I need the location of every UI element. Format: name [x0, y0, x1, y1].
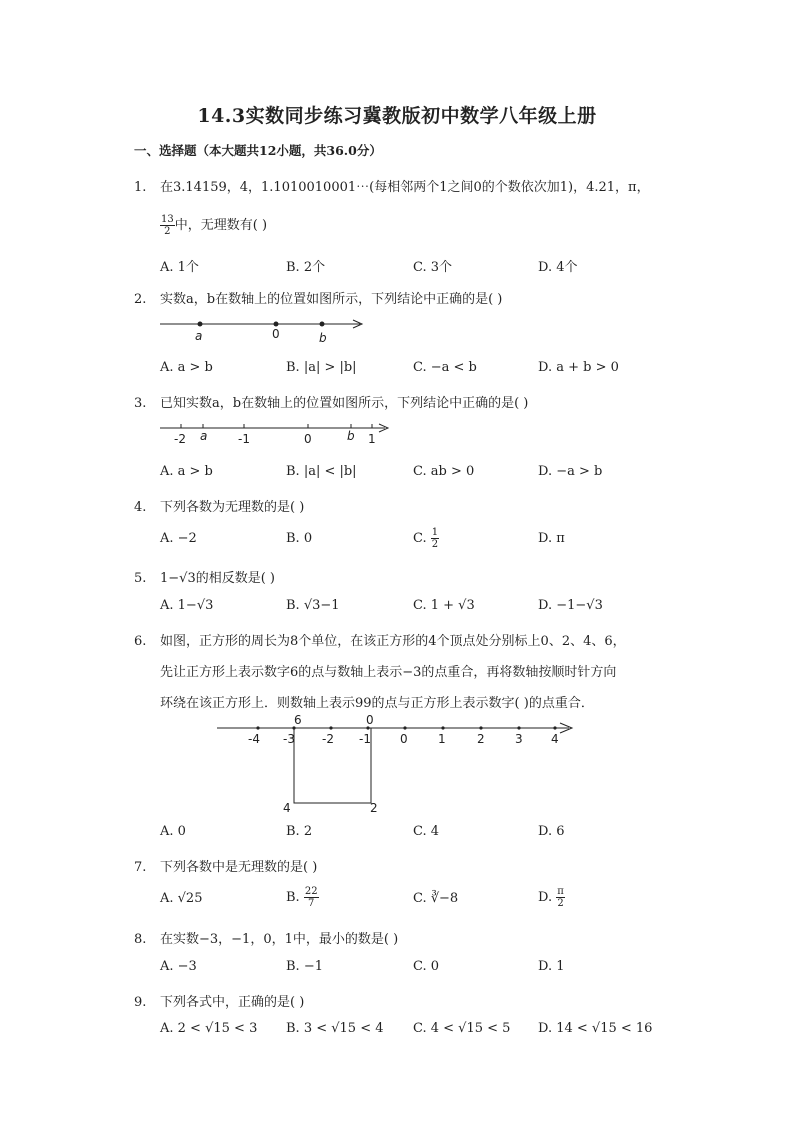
- tick-label: 1: [438, 732, 446, 746]
- question-7: [134, 856, 317, 875]
- question-number: 2.: [134, 292, 147, 307]
- fraction: $\frac{1}{2}$: [431, 527, 439, 550]
- square-vertex-label: 2: [370, 801, 378, 815]
- option-c[interactable]: C. 3个: [413, 260, 453, 275]
- option-c[interactable]: C. $\frac{1}{2}$: [413, 527, 439, 550]
- question-number: 7.: [134, 860, 147, 875]
- question-3: [134, 392, 528, 411]
- section-heading: 一、选择题（本大题共12小题，共36.0分）: [134, 143, 382, 158]
- page-title: 14.3实数同步练习冀教版初中数学八年级上册: [197, 105, 597, 127]
- option-b[interactable]: B. −1: [286, 959, 323, 974]
- option-b[interactable]: B. |a| < |b|: [286, 464, 357, 479]
- question-number: 5.: [134, 571, 147, 586]
- question-text: 下列各数中是无理数的是( ): [160, 860, 318, 875]
- axis-label-0: 0: [272, 327, 280, 341]
- axis-label-b: b: [347, 429, 355, 443]
- option-d[interactable]: D. $\frac{\pi}{2}$: [538, 886, 564, 909]
- question-number: 1.: [134, 180, 147, 195]
- tick-label: 3: [515, 732, 523, 746]
- fraction: $\frac{\pi}{2}$: [557, 886, 564, 909]
- option-b[interactable]: B. $\frac{22}{7}$: [286, 886, 318, 909]
- square-vertex-label: 4: [283, 801, 291, 815]
- option-b[interactable]: B. |a| > |b|: [286, 360, 357, 375]
- fraction: $\frac{22}{7}$: [304, 886, 318, 909]
- question-number: 6.: [134, 634, 147, 649]
- option-d[interactable]: D. 4个: [538, 260, 578, 275]
- option-a[interactable]: A. 1−√3: [160, 598, 214, 613]
- question-4: [134, 496, 304, 515]
- tick-label: 2: [477, 732, 485, 746]
- option-c[interactable]: C. 4 < √15 < 5: [413, 1021, 511, 1036]
- math-expression: 1−√3: [160, 571, 196, 586]
- axis-label-1: 1: [368, 432, 376, 446]
- question-text: 在实数−3，−1，0，1中，最小的数是( ): [160, 932, 399, 947]
- option-b[interactable]: B. 0: [286, 531, 313, 546]
- number-line-figure-3: [155, 418, 395, 448]
- option-d[interactable]: D. 1: [538, 959, 565, 974]
- option-d[interactable]: D. 14 < √15 < 16: [538, 1021, 653, 1036]
- tick-label: -2: [322, 732, 334, 746]
- question-5: [134, 567, 275, 586]
- question-number: 9.: [134, 995, 147, 1010]
- option-b[interactable]: B. √3−1: [286, 598, 340, 613]
- number-line-square-figure: [215, 712, 580, 820]
- option-a[interactable]: A. −2: [160, 531, 197, 546]
- question-number: 4.: [134, 500, 147, 515]
- question-9: [134, 991, 304, 1010]
- option-d[interactable]: D. −1−√3: [538, 598, 603, 613]
- option-c[interactable]: C. −a < b: [413, 360, 477, 375]
- question-6-line-2: 先让正方形上表示数字6的点与数轴上表示−3的点重合，再将数轴按顺时针方向: [160, 665, 617, 680]
- tick-label: -1: [359, 732, 371, 746]
- question-1-continuation: [160, 214, 267, 237]
- question-number: 8.: [134, 932, 147, 947]
- question-1: [134, 176, 650, 195]
- question-2: [134, 288, 502, 307]
- tick-label: -4: [248, 732, 260, 746]
- question-text: 下列各数为无理数的是( ): [160, 500, 305, 515]
- question-6-line-3: 环绕在该正方形上．则数轴上表示99的点与正方形上表示数字( )的点重合．: [160, 696, 594, 711]
- question-text: 的相反数是( ): [195, 571, 275, 586]
- axis-label-a: a: [195, 329, 203, 343]
- option-a[interactable]: A. 2 < √15 < 3: [160, 1021, 258, 1036]
- square-vertex-label: 0: [366, 713, 374, 727]
- axis-label-b: b: [319, 331, 327, 345]
- option-c[interactable]: C. 1 + √3: [413, 598, 475, 613]
- question-text: 下列各式中，正确的是( ): [160, 995, 305, 1010]
- question-text: 在3.14159，4，1.1010010001⋯(每相邻两个1之间0的个数依次加1)，4.21，π，: [160, 180, 650, 195]
- option-a[interactable]: A. a > b: [160, 360, 213, 375]
- tick-label: -3: [283, 732, 295, 746]
- option-b[interactable]: B. 2个: [286, 260, 326, 275]
- square-vertex-label: 6: [294, 713, 302, 727]
- option-d[interactable]: D. a + b > 0: [538, 360, 619, 375]
- question-8: [134, 928, 398, 947]
- option-c[interactable]: C. 0: [413, 959, 440, 974]
- question-text: 已知实数a，b在数轴上的位置如图所示，下列结论中正确的是( ): [160, 396, 529, 411]
- axis-label-a: a: [200, 429, 208, 443]
- number-line-figure-2: [155, 312, 375, 348]
- option-d[interactable]: D. 6: [538, 824, 565, 839]
- option-c[interactable]: C. 4: [413, 824, 440, 839]
- option-a[interactable]: A. a > b: [160, 464, 213, 479]
- option-a[interactable]: A. 1个: [160, 260, 199, 275]
- option-d[interactable]: D. π: [538, 531, 565, 546]
- option-c[interactable]: C. ab > 0: [413, 464, 475, 479]
- question-text: 如图，正方形的周长为8个单位，在该正方形的4个顶点处分别标上0、2、4、6，: [160, 634, 626, 649]
- question-6: [134, 630, 626, 649]
- tick-label: 4: [551, 732, 559, 746]
- fraction: $\frac{13}{2}$: [161, 214, 174, 237]
- question-number: 3.: [134, 396, 147, 411]
- option-d[interactable]: D. −a > b: [538, 464, 603, 479]
- option-a[interactable]: A. √25: [160, 891, 203, 906]
- tick-label: 0: [400, 732, 408, 746]
- axis-label-0: 0: [304, 432, 312, 446]
- axis-label-neg2: -2: [174, 432, 186, 446]
- question-text-cont: 中，无理数有( ): [174, 218, 268, 233]
- option-b[interactable]: B. 3 < √15 < 4: [286, 1021, 384, 1036]
- option-c[interactable]: C. ∛−8: [413, 891, 459, 906]
- option-a[interactable]: A. 0: [160, 824, 186, 839]
- option-b[interactable]: B. 2: [286, 824, 313, 839]
- option-a[interactable]: A. −3: [160, 959, 197, 974]
- axis-label-neg1: -1: [238, 432, 250, 446]
- question-text: 实数a，b在数轴上的位置如图所示，下列结论中正确的是( ): [160, 292, 503, 307]
